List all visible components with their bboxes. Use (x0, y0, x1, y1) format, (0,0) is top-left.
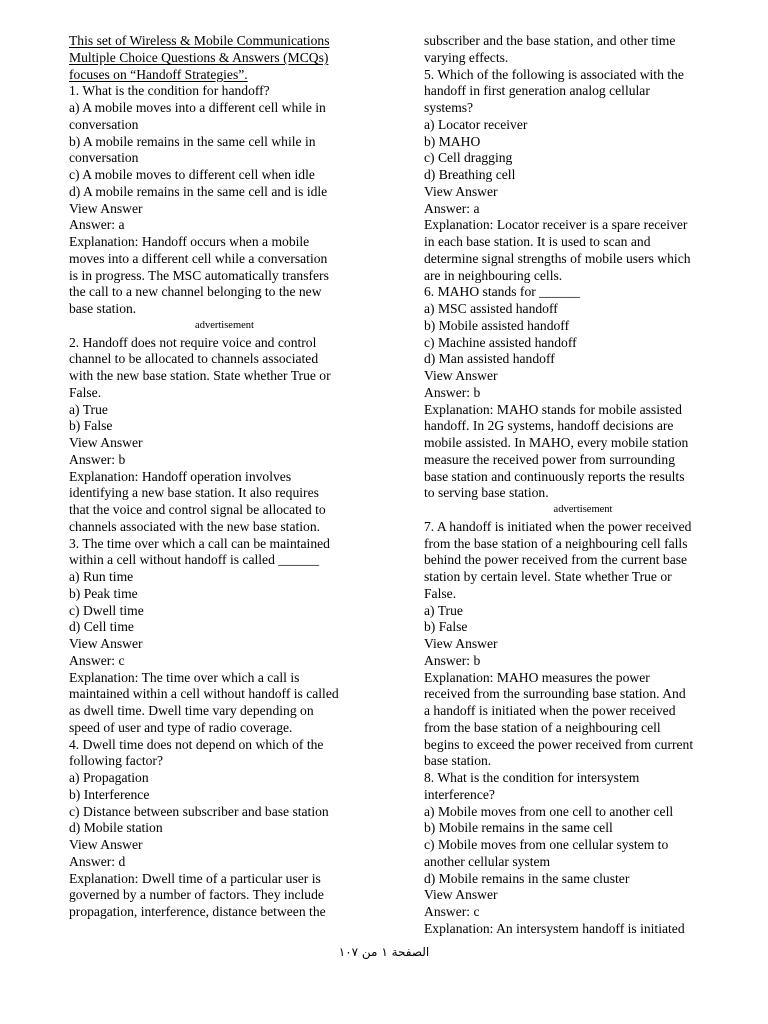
page-footer: الصفحة ١ من ١٠٧ (338, 945, 430, 959)
text-line: conversation (69, 150, 139, 166)
question-line: 4. Dwell time does not depend on which of the (69, 736, 324, 752)
option-line: c) A mobile moves to different cell when idle (69, 167, 315, 182)
left-column (69, 33, 380, 921)
intro-line: focuses on “Handoff Strategies”. (69, 66, 248, 82)
view-answer-link: View Answer (69, 200, 143, 216)
text-line: begins to exceed the power received from current (424, 736, 694, 752)
question-line: 7. A handoff is initiated when the power received (424, 518, 692, 534)
explanation-line: Explanation: MAHO measures the power (424, 669, 650, 685)
option-line: d) Mobile remains in the same cluster (424, 870, 630, 886)
view-answer-link: View Answer (424, 183, 498, 199)
text-line: speed of user and type of radio coverage. (69, 719, 293, 735)
right-column (424, 33, 742, 938)
question-line: 3. The time over which a call can be maintained (69, 535, 330, 551)
text-line: mobile assisted. In MAHO, every mobile station (424, 435, 689, 450)
text-line: governed by a number of factors. They include (69, 887, 324, 903)
text-line: interference? (424, 786, 495, 802)
text-line: maintained within a cell without handoff is called (69, 686, 339, 702)
option-line: d) Breathing cell (424, 167, 516, 182)
option-line: b) Mobile assisted handoff (424, 317, 570, 333)
question-line: 2. Handoff does not require voice and control (69, 334, 317, 350)
option-line: b) False (424, 619, 468, 635)
option-line: b) MAHO (424, 133, 481, 149)
text-line: propagation, interference, distance between the (69, 904, 326, 919)
advertisement-label: advertisement (195, 319, 254, 331)
text-line: channel to be allocated to channels associated (69, 351, 319, 367)
text-line: measure the received power from surrounding (424, 451, 676, 467)
text-line: within a cell without handoff is called ______ (69, 552, 320, 568)
text-line: are in neighbouring cells. (424, 267, 563, 283)
text-line: following factor? (69, 753, 163, 769)
option-line: b) Mobile remains in the same cell (424, 820, 613, 836)
option-line: c) Cell dragging (424, 150, 513, 166)
text-line: is in progress. The MSC automatically transfers (69, 267, 329, 283)
text-line: base station. (424, 753, 492, 769)
explanation-line: Explanation: Handoff occurs when a mobile (69, 234, 310, 249)
text-line: to serving base station. (424, 485, 549, 501)
view-answer-link: View Answer (69, 435, 143, 450)
question-line: 5. Which of the following is associated with the (424, 66, 684, 82)
explanation-line: Explanation: Dwell time of a particular user is (69, 870, 321, 886)
view-answer-link: View Answer (424, 636, 498, 651)
text-line: base station. (69, 301, 137, 316)
text-line: channels associated with the new base station. (69, 518, 321, 534)
answer-line: Answer: a (69, 217, 125, 233)
text-line: in each base station. It is used to scan and (424, 234, 651, 249)
option-line: a) Run time (69, 569, 134, 584)
text-line: determine signal strengths of mobile users which (424, 250, 691, 266)
view-answer-link: View Answer (69, 636, 143, 651)
answer-line: Answer: c (69, 652, 125, 668)
text-line: handoff. In 2G systems, handoff decisions are (424, 418, 674, 434)
option-line: a) A mobile moves into a different cell while in (69, 100, 326, 115)
option-line: b) False (69, 418, 113, 434)
option-line: d) A mobile remains in the same cell and is idle (69, 183, 328, 199)
text-line: with the new base station. State whether True or (69, 368, 331, 383)
option-line: d) Mobile station (69, 820, 163, 836)
answer-line: Answer: b (69, 451, 126, 467)
option-line: c) Machine assisted handoff (424, 334, 577, 350)
text-line: as dwell time. Dwell time vary depending on (69, 703, 314, 718)
text-line: received from the surrounding base station. And (424, 686, 686, 702)
option-line: a) Locator receiver (424, 116, 528, 132)
explanation-line: Explanation: An intersystem handoff is initiated (424, 920, 685, 936)
text-line: moves into a different cell while a conversation (69, 250, 328, 266)
option-line: a) Mobile moves from one cell to another cell (424, 803, 674, 819)
text-line: behind the power received from the current base (424, 552, 688, 568)
answer-line: Answer: b (424, 384, 481, 400)
text-line: conversation (69, 116, 139, 132)
text-line: identifying a new base station. It also requires (69, 485, 319, 501)
text-line: from the base station of a neighbouring cell (424, 719, 661, 735)
view-answer-link: View Answer (424, 887, 498, 903)
explanation-line: Explanation: Handoff operation involves (69, 468, 292, 484)
text-line: from the base station of a neighbouring cell falls (424, 535, 688, 551)
question-line: 6. MAHO stands for ______ (424, 284, 580, 300)
option-line: c) Dwell time (69, 602, 144, 618)
text-line: False. (69, 384, 102, 400)
option-line: b) Interference (69, 786, 150, 802)
text-line: False. (424, 585, 457, 601)
option-line: a) MSC assisted handoff (424, 301, 558, 316)
view-answer-link: View Answer (69, 837, 143, 852)
option-line: c) Mobile moves from one cellular system to (424, 837, 669, 852)
explanation-line: Explanation: Locator receiver is a spare receiver (424, 217, 688, 233)
text-line: that the voice and control signal be allocated to (69, 502, 326, 517)
answer-line: Answer: c (424, 904, 480, 919)
text-line: subscriber and the base station, and other time (424, 33, 676, 48)
view-answer-link: View Answer (424, 368, 498, 383)
option-line: a) True (424, 602, 463, 618)
text-line: handoff in first generation analog cellular (424, 83, 650, 99)
text-line: systems? (424, 100, 474, 115)
answer-line: Answer: a (424, 200, 480, 216)
answer-line: Answer: d (69, 853, 126, 869)
explanation-line: Explanation: MAHO stands for mobile assisted (424, 401, 682, 417)
answer-line: Answer: b (424, 652, 481, 668)
text-line: station by certain level. State whether True or (424, 569, 672, 584)
text-line: another cellular system (424, 853, 551, 869)
question-line: 8. What is the condition for intersystem (424, 770, 640, 785)
option-line: b) Peak time (69, 585, 138, 601)
option-line: d) Cell time (69, 619, 134, 635)
option-line: d) Man assisted handoff (424, 351, 555, 367)
option-line: c) Distance between subscriber and base station (69, 803, 329, 819)
advertisement-label: advertisement (553, 504, 613, 515)
text-line: the call to a new channel belonging to the new (69, 284, 322, 300)
intro-line: Multiple Choice Questions & Answers (MCQs) (69, 49, 329, 65)
explanation-line: Explanation: The time over which a call is (69, 669, 300, 685)
option-line: a) Propagation (69, 770, 149, 785)
option-line: a) True (69, 401, 108, 417)
text-line: a handoff is initiated when the power received (424, 703, 676, 718)
text-line: base station and continuously reports the results (424, 468, 685, 484)
option-line: b) A mobile remains in the same cell while in (69, 133, 316, 149)
question-line: 1. What is the condition for handoff? (69, 83, 270, 99)
text-line: varying effects. (424, 49, 509, 65)
intro-line: This set of Wireless & Mobile Communications (69, 33, 330, 48)
